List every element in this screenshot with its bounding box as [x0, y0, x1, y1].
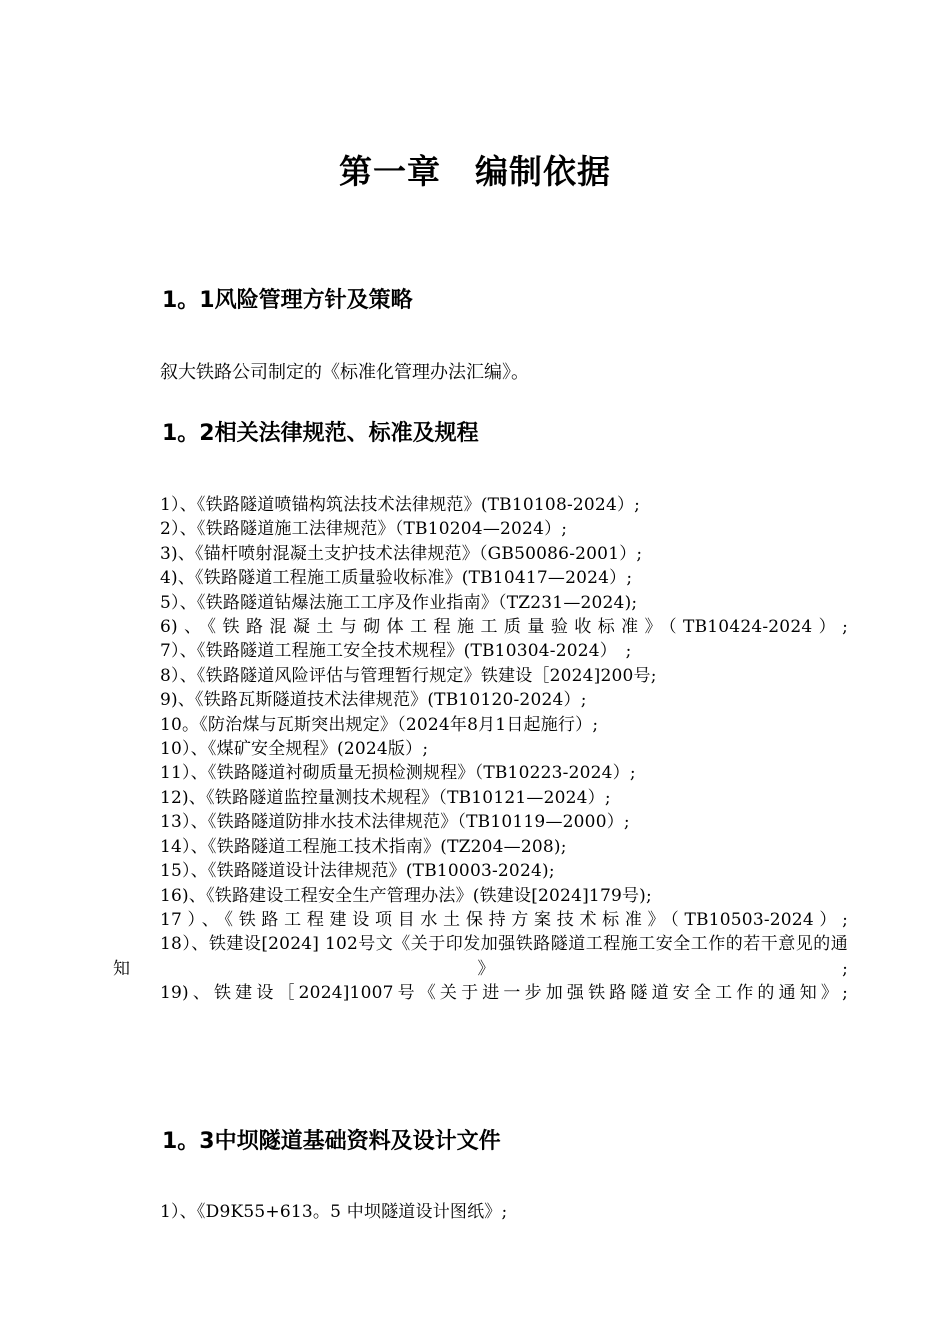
list-item: 13）、《铁路隧道防排水技术法律规范》（TB10119—2000）;: [160, 812, 630, 833]
list-item: 4)、《铁路隧道工程施工质量验收标准》(TB10417—2024）;: [160, 568, 633, 589]
list-item: 2）、《铁路隧道施工法律规范》（TB10204—2024）;: [160, 519, 568, 540]
tunnel-documents-list: [113, 1200, 848, 1224]
list-item: 12)、《铁路隧道监控量测技术规程》（TB10121—2024）;: [160, 787, 611, 808]
chapter-title: 第一章 编制依据: [339, 152, 611, 191]
list-item: 1）、《铁路隧道喷锚构筑法技术法律规范》(TB10108-2024）;: [160, 495, 641, 515]
list-item: 9)、《铁路瓦斯隧道技术法律规范》(TB10120-2024）;: [160, 690, 587, 711]
section-heading-tunnel-documents: 1。3中坝隧道基础资料及设计文件: [162, 1129, 501, 1154]
list-item: 5）、《铁路隧道钻爆法施工工序及作业指南》（TZ231—2024);: [160, 592, 638, 613]
list-item: 6)、《铁路混凝土与砌体工程施工质量验收标准》（TB10424-2024）;: [160, 617, 848, 638]
list-item: 10）、《煤矿安全规程》(2024版）;: [160, 739, 429, 760]
list-item: 7）、《铁路隧道工程施工安全技术规程》(TB10304-2024） ;: [160, 641, 632, 662]
list-item: 8）、《铁路隧道风险评估与管理暂行规定》铁建设［2024]200号;: [160, 665, 657, 686]
list-item: 16)、《铁路建设工程安全生产管理办法》(铁建设[2024]179号);: [160, 885, 652, 906]
list-item: 15）、《铁路隧道设计法律规范》(TB10003-2024);: [160, 861, 555, 882]
list-item: 11）、《铁路隧道衬砌质量无损检测规程》（TB10223-2024）;: [160, 763, 636, 784]
regulations-list: [113, 493, 848, 1006]
list-item: 10。《防治煤与瓦斯突出规定》（2024年8月1日起施行）;: [160, 714, 599, 735]
section-paragraph-risk-policy: 叙大铁路公司制定的《标准化管理办法汇编》。: [160, 362, 529, 383]
section-heading-regulations: 1。2相关法律规范、标准及规程: [162, 421, 479, 446]
list-item: 17）、《铁路工程建设项目水土保持方案技术标准》（TB10503-2024）;: [160, 909, 848, 930]
section-heading-risk-policy: 1。1风险管理方针及策略: [162, 288, 413, 313]
list-item: 3)、《锚杆喷射混凝土支护技术法律规范》（GB50086-2001）;: [160, 543, 643, 564]
list-item: 18）、铁建设[2024] 102号文《关于印发加强铁路隧道工程施工安全工作的若干意见的通知》;: [113, 934, 848, 979]
list-item: 19)、铁建设［2024]1007号《关于进一步加强铁路隧道安全工作的通知》;: [160, 983, 848, 1004]
list-item: 14）、《铁路隧道工程施工技术指南》(TZ204—208);: [160, 836, 567, 857]
list-item: 1）、《D9K55+613。5 中坝隧道设计图纸》;: [160, 1202, 508, 1222]
